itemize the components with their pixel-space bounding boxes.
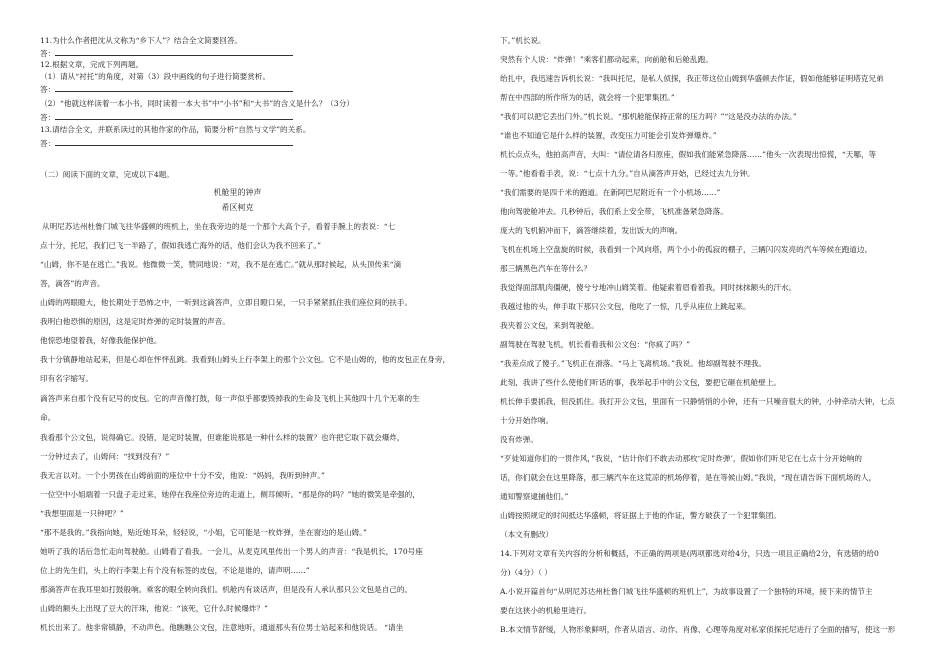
text-line: 我十分镇静地站起来，但是心却在怦怦乱跳。我看到山姆头上行李架上的那个公文包。它不是山姆的，他的皮包正在身旁， — [40, 355, 451, 364]
text-line: 我夹着公文包，来到驾驶舱。 — [500, 321, 599, 330]
text-line: 印有名字缩写。 — [40, 374, 94, 383]
source-note: （本文有删改） — [500, 530, 554, 539]
option-a[interactable]: A.小说开篇首句“从明尼苏达州杜鲁门城飞往华盛顿的班机上”，为故事设置了一个独特的环境，接下来的情节主 — [500, 587, 873, 596]
text-line: 山姆的额头上出现了豆大的汗珠，他说：“该死，它什么时候爆炸？” — [40, 604, 268, 613]
answer-label: 答： — [40, 85, 56, 94]
text-line: 滴答声来自那个没有记号的皮包。它的声音像打鼓，每一声似乎都要毁掉我的生命及飞机上其他四十几个无辜的生 — [40, 394, 420, 403]
answer-blank[interactable] — [55, 48, 293, 56]
text-line: 突然有个人说：“炸弹！”乘客们都动起来，向前舱和后舱乱跑。 — [500, 55, 713, 64]
answer-label: 答： — [40, 49, 56, 58]
text-line: 一位空中小姐端着一只盘子走过来，她停在我座位旁边的走道上，侧耳倾听。“那是你的吗？”她的微笑是牵强的， — [40, 490, 420, 499]
answer-label: 答： — [40, 113, 56, 122]
text-line: 下。”机长说。 — [500, 36, 546, 45]
text-line: “我们可以把它丢出门外。”机长说。“那机舱能保持正常的压力吗？”“这是没办法的办法。” — [500, 112, 797, 121]
answer-blank[interactable] — [55, 138, 293, 146]
option-b[interactable]: B.本文情节舒缓，人物形象鲜明，作者从语言、动作、肖像、心理等角度对私家侦探托尼进行了全面的描写，使这一形 — [500, 625, 896, 634]
text-line: 副驾驶在驾驶飞机，机长看看我和公文包：“你疯了吗？” — [500, 340, 691, 349]
answer-line-12-1 — [40, 84, 293, 95]
question-14: 14.下列对文章有关内容的分析和概括，不正确的两项是(两项都选对给4分，只选一项且正确给2分，有选错的给0 — [500, 549, 879, 558]
question-11: 11.为什么作者把沈从文称为“乡下人”？结合全文简要回答。 — [40, 36, 243, 45]
text-line: “我差点成了傻子。”飞机正在滑落。“马上飞离机场。”我说。他却副驾驶不理我。 — [500, 359, 767, 368]
text-line: 绐扎中，我迅速告诉机长说：“我叫托尼，是私人侦探，我正带这位山姆到华盛顿去作证，假如他能够证明塔克兄弟 — [500, 74, 884, 83]
section-heading: （二）阅读下面的文章，完成以下4题。 — [40, 170, 174, 179]
text-line: “那不是我的。”我指向她，贴近她耳朵，轻轻说，“小姐，它可能是一枚炸弹，坐在窗边的是山姆。” — [40, 528, 367, 537]
text-line: 十分开始作响。 — [500, 416, 554, 425]
text-line: 她听了我的话后急忙走向驾驶舱。山姆看了看我。一会儿，从麦克风里传出一个男人的声音：“我是机长，170号座 — [40, 547, 423, 556]
text-line: 答，滴答”的声音。 — [40, 279, 105, 288]
article-title: 机舱里的钟声 — [213, 188, 262, 197]
question-14-cont: 分)（4分）（ ） — [500, 568, 552, 577]
article-author: 希区柯克 — [221, 203, 254, 212]
text-line: 飞机在机场上空盘旋的时候，我看到一个风向塔，两个小小的孤寂的棚子，三辆闪闪发亮的汽车等候在跑道边。 — [500, 245, 873, 254]
text-line: 话，你们就会在这里降落，那三辆汽车在这荒凉的机场停着，是在等候山姆。”我说，“现在请告诉下面机场的人， — [500, 473, 877, 482]
text-line: 命。 — [40, 413, 56, 422]
answer-line-13 — [40, 138, 293, 149]
text-line: 机长伸手要抓我，但没抓住。我打开公文包，里面有一只静悄悄的小钟，还有一只噪音很大的钟，小钟牵动大钟，七点 — [500, 397, 895, 406]
text-line: 机长出来了。他非常镇静，不动声色。他瞧瞧公文包，注意地听，通道那头有位男士站起来和他说话。 “请坐 — [40, 623, 404, 632]
text-line: 我觉得面部肌肉僵硬，傻兮兮地冲山姆笑着。他疑索着眉看着我，同时抹抹额头的汗水。 — [500, 283, 797, 292]
text-line: 此刻，我讲了些什么使他们听话的事，我举起手中的公文包，要把它砸在机舱壁上。 — [500, 378, 781, 387]
text-line: 我无言以对。一个小男孩在山姆前面的座位中十分不安，他说：“妈妈，我听到钟声。” — [40, 471, 325, 480]
text-line: “我们需要的是四千米的跑道。在新阿巴尼附近有一个小机场……” — [500, 188, 721, 197]
text-line: 点十分，托尼，我们已飞一半路了，假如我逃亡海外的话，他们会认为我不回来了。” — [40, 241, 322, 250]
answer-blank[interactable] — [55, 84, 293, 92]
question-12-1: （1）请从“衬托”的角度，对第（3）段中画线的句子进行简要赏析。 — [40, 72, 271, 81]
answer-line-11 — [40, 48, 293, 59]
text-line: 一等。”他看看手表，说：“七点十九分。”自从滴答声开始，已经过去九分钟。 — [500, 169, 755, 178]
question-13: 13.请结合全文，并联系读过的其他作家的作品，简要分析“自然与文学”的关系。 — [40, 125, 311, 134]
question-12: 12.根据文章，完成下列两题。 — [40, 60, 144, 69]
question-12-2: （2）“他就这样读着一本小书，同时读着一本大书”中“小书”和“大书”的含义是什么？（3分） — [40, 99, 354, 108]
text-line: “山姆，你不是在逃亡。”我说。他微微一笑，赞同地说：“对，我不是在逃亡。”就从那时候起，从头顶传来“滴 — [40, 260, 402, 269]
text-line: 机长点点头，他拍高声音，大叫：“请位请各归原座，假如我们能紧急降落……”他头一次表现出惊慌，“天哪，等 — [500, 150, 877, 159]
text-line: 我明白他恐惧的原因，这是定时炸弹的定时装置的声音。 — [40, 317, 230, 326]
text-line: 那滴答声在我耳里如打鼓般响。乘客的眼全转向我们。机舱内有谈话声，但是没有人承认那只公文包是自己的。 — [40, 585, 413, 594]
text-line: 山姆按照规定的时间抵达华盛顿，将证据上于他的作证，警方破获了一个犯罪集团。 — [500, 511, 781, 520]
text-line: “歹徒知道你们的一贯作风，”我说，“估计你们不敢去动那枚‘定时炸弹’，假如你们听见它在七点十分开始响的 — [500, 454, 862, 463]
text-line: 位上的先生们，头上的行李架上有个没有标签的皮包，不论是谁的，请声明……” — [40, 566, 310, 575]
text-line: 他惊恐地望着我，好像我能保护他。 — [40, 336, 162, 345]
text-line: 我越过他的头，伸手取下那只公文包，他吃了一惊，几乎从座位上跳起来。 — [500, 302, 751, 311]
text-line: 庞大的飞机俯冲而下，滴答继续着，发出饭大的声响。 — [500, 226, 683, 235]
text-line: 从明尼苏达州杜鲁门城飞往华盛顿的班机上，坐在我旁边的是一个那个大高个子，看着手腕上的表说：“七 — [42, 222, 396, 231]
answer-blank[interactable] — [55, 112, 293, 120]
text-line: 那三辆黑色汽车在等什么？ — [500, 264, 592, 273]
text-line: 没有炸弹。 — [500, 435, 538, 444]
option-a-cont: 要在这狭小的机舱里进行。 — [500, 606, 592, 615]
text-line: 通知警察逮捕他们。” — [500, 492, 569, 501]
text-line: 一分钟过去了，山姆问：“找到没有？” — [40, 452, 170, 461]
answer-label: 答： — [40, 139, 56, 148]
text-line: “我想里面是一只钟吧？” — [40, 509, 124, 518]
answer-line-12-2 — [40, 112, 293, 123]
text-line: “谁也不知道它是什么样的装置，改变压力可能会引发炸弹爆炸。” — [500, 131, 717, 140]
text-line: 我看那个公文包，说得确它。没错，是定时装置，但谁能说那是一种什么样的装置？也许把它取下就会爆炸， — [40, 433, 405, 442]
text-line: 山姆的两眼瞪大，他长期处于恐怖之中，一听到这滴答声，立即目瞪口呆，一只手紧紧抓住我们座位间的扶手。 — [40, 298, 413, 307]
text-line: 帮在中西部的所作所为的话，就会将一个犯罪集团。” — [500, 93, 675, 102]
text-line: 他向驾驶舱冲去。几秒钟后，我们系上安全带，飞机准备紧急降落。 — [500, 207, 728, 216]
